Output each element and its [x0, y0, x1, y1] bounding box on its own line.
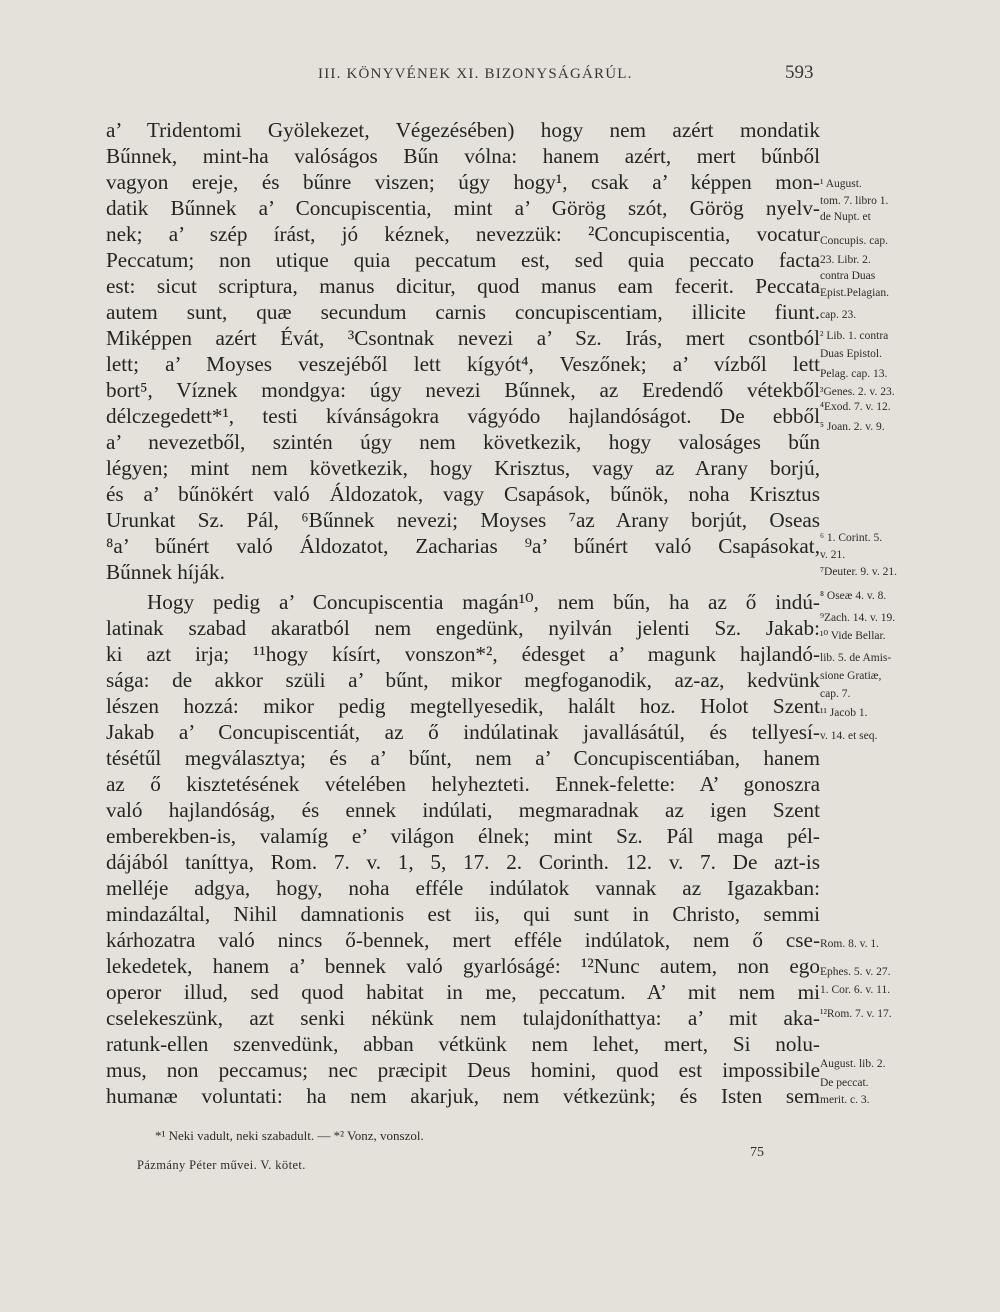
margin-note: merit. c. 3. — [820, 1094, 870, 1106]
text-line: a’ nevezetből, szintén úgy nem következik, hogy valoságes bűn — [106, 430, 820, 454]
margin-note: De peccat. — [820, 1077, 869, 1089]
text-line: dájából taníttya, Rom. 7. v. 1, 5, 17. 2. Corinth. 12. v. 7. De azt-is — [106, 850, 820, 874]
text-line: est: sicut scriptura, manus dicitur, quod manus eam fecerit. Peccata — [106, 274, 820, 298]
margin-note: ⁷Deuter. 9. v. 21. — [820, 566, 898, 578]
margin-note: v. 14. et seq. — [820, 730, 878, 742]
footnote: *¹ Neki vadult, neki szabadult. — *² Vonz, vonszol. — [155, 1128, 424, 1143]
margin-note: ⁹Zach. 14. v. 19. — [820, 612, 896, 624]
margin-note: ⁵ Joan. 2. v. 9. — [820, 421, 885, 433]
text-line: lekedetek, hanem a’ bennek való gyarlóságé: ¹²Nunc autem, non ego — [106, 954, 820, 978]
text-line: tésétűl megválasztya; és a’ bűnt, nem a’ Concupiscentiában, hanem — [106, 746, 820, 770]
text-line: vagyon ereje, és bűnre viszen; úgy hogy¹, csak a’ képpen mon- — [106, 170, 820, 194]
margin-note: ¹²Rom. 7. v. 17. — [820, 1008, 892, 1020]
text-line: Urunkat Sz. Pál, ⁶Bűnnek nevezi; Moyses ⁷az Arany borjút, Oseas — [106, 508, 820, 532]
margin-note: August. lib. 2. — [820, 1058, 886, 1070]
margin-note: ³Genes. 2. v. 23. — [820, 386, 895, 398]
signature-number: 75 — [750, 1145, 764, 1160]
margin-note: ² Lib. 1. contra — [820, 330, 889, 342]
text-line: humanæ voluntati: ha nem akarjuk, nem vétkezünk; és Isten sem — [106, 1084, 820, 1108]
margin-note: Concupis. cap. — [820, 235, 889, 247]
margin-note: Duas Epistol. — [820, 348, 882, 360]
text-line: ki azt irja; ¹¹hogy kísírt, vonszon*², édesget a’ magunk hajlandó- — [106, 642, 820, 666]
margin-note: 23. Libr. 2. — [820, 254, 871, 266]
margin-note: ¹¹ Jacob 1. — [820, 707, 868, 719]
text-line: ratunk-ellen szenvedünk, abban vétkünk nem lehet, mert, Si nolu- — [106, 1032, 820, 1056]
margin-note: ¹⁰ Vide Bellar. — [820, 630, 886, 642]
text-line: autem sunt, quæ secundum carnis concupiscentiam, illicite fiunt. — [106, 300, 820, 324]
margin-note: 1. Cor. 6. v. 11. — [820, 984, 891, 996]
margin-note: contra Duas — [820, 270, 876, 282]
margin-note: Pelag. cap. 13. — [820, 368, 888, 380]
text-line: melléje adgya, hogy, noha efféle indúlatok vannak az Igazakban: — [106, 876, 820, 900]
margin-note: ⁶ 1. Corint. 5. — [820, 532, 883, 544]
text-line: cselekeszünk, azt senki nékünk nem tulajdoníthattya: a’ mit aka- — [106, 1006, 820, 1030]
text-line: nek; a’ szép írást, jó kéznek, nevezzük: ²Concupiscentia, vocatur — [106, 222, 820, 246]
margin-note: sione Gratiæ, — [820, 670, 882, 682]
margin-note: tom. 7. libro 1. — [820, 195, 889, 207]
text-line: datik Bűnnek a’ Concupiscentia, mint a’ Görög szót, Görög nyelv- — [106, 196, 820, 220]
text-line: és a’ bűnökért való Áldozatok, vagy Csapások, bűnök, noha Krisztus — [106, 482, 820, 506]
text-line: a’ Tridentomi Gyölekezet, Végezésében) hogy nem azért mondatik — [106, 118, 820, 142]
text-line: mus, non peccamus; nec præcipit Deus homini, quod est impossibile — [106, 1058, 820, 1082]
margin-note: cap. 23. — [820, 309, 857, 321]
text-line: az ő kisztetésének vételében helyhezteti. Ennek-felette: A’ gonoszra — [106, 772, 820, 796]
margin-note: ¹ August. — [820, 178, 862, 190]
text-line: kárhozatra való nincs ő-bennek, mert efféle indúlatok, nem ő cse- — [106, 928, 820, 952]
margin-note: de Nupt. et — [820, 211, 871, 223]
text-line: Hogy pedig a’ Concupiscentia magán¹⁰, nem bűn, ha az ő indú- — [147, 590, 820, 614]
text-line: lészen hozzá: mikor pedig megtellyesedik, halált hoz. Holot Szent — [106, 694, 820, 718]
margin-note: ⁴Exod. 7. v. 12. — [820, 401, 891, 413]
running-head: III. KÖNYVÉNEK XI. BIZONYSÁGÁRÚL. — [318, 66, 633, 82]
margin-note: lib. 5. de Amis- — [820, 652, 892, 664]
text-line: ⁸a’ bűnért való Áldozatot, Zacharias ⁹a’ bűnért való Csapásokat, — [106, 534, 820, 558]
text-line: Peccatum; non utique quia peccatum est, sed quia peccato facta — [106, 248, 820, 272]
margin-note: Epist.Pelagian. — [820, 287, 889, 299]
page-number: 593 — [785, 62, 814, 83]
text-line: Bűnnek híják. — [106, 560, 225, 584]
margin-note: v. 21. — [820, 549, 846, 561]
margin-note: cap. 7. — [820, 688, 851, 700]
text-line: Miképpen azért Évát, ³Csontnak nevezi a’ Sz. Irás, mert csontból — [106, 326, 820, 350]
text-line: légyen; mint nem következik, hogy Krisztus, vagy az Arany borjú, — [106, 456, 820, 480]
text-line: emberekben-is, valamíg e’ világon élnek; mint Sz. Pál maga pél- — [106, 824, 820, 848]
text-line: latinak szabad akaratból nem engedünk, nyilván jelenti Sz. Jakab: — [106, 616, 820, 640]
text-line: mindazáltal, Nihil damnationis est iis, qui sunt in Christo, semmi — [106, 902, 820, 926]
text-line: operor illud, sed quod habitat in me, peccatum. A’ mit nem mi — [106, 980, 820, 1004]
text-line: bort⁵, Víznek mondgya: úgy nevezi Bűnnek, az Eredendő vétekből — [106, 378, 820, 402]
printer-signature: Pázmány Péter művei. V. kötet. — [137, 1158, 306, 1172]
text-line: lett; a’ Moyses veszejéből lett kígyót⁴, Veszőnek; a’ vízből lett — [106, 352, 820, 376]
margin-note: Ephes. 5. v. 27. — [820, 966, 891, 978]
text-line: Bűnnek, mint-ha valóságos Bűn vólna: hanem azért, mert bűnből — [106, 144, 820, 168]
text-line: való hajlandóság, és ennek indúlati, megmaradnak az igen Szent — [106, 798, 820, 822]
text-line: Jakab a’ Concupiscentiát, az ő indúlatinak javallásátúl, és tellyesí- — [106, 720, 820, 744]
margin-note: ⁸ Oseæ 4. v. 8. — [820, 590, 887, 602]
margin-note: Rom. 8. v. 1. — [820, 938, 879, 950]
text-line: sága: de akkor szüli a’ bűnt, mikor megfoganodik, az-az, kedvünk — [106, 668, 820, 692]
text-line: délczegedett*¹, testi kívánságokra vágyódo hajlandóságot. De ebből — [106, 404, 820, 428]
